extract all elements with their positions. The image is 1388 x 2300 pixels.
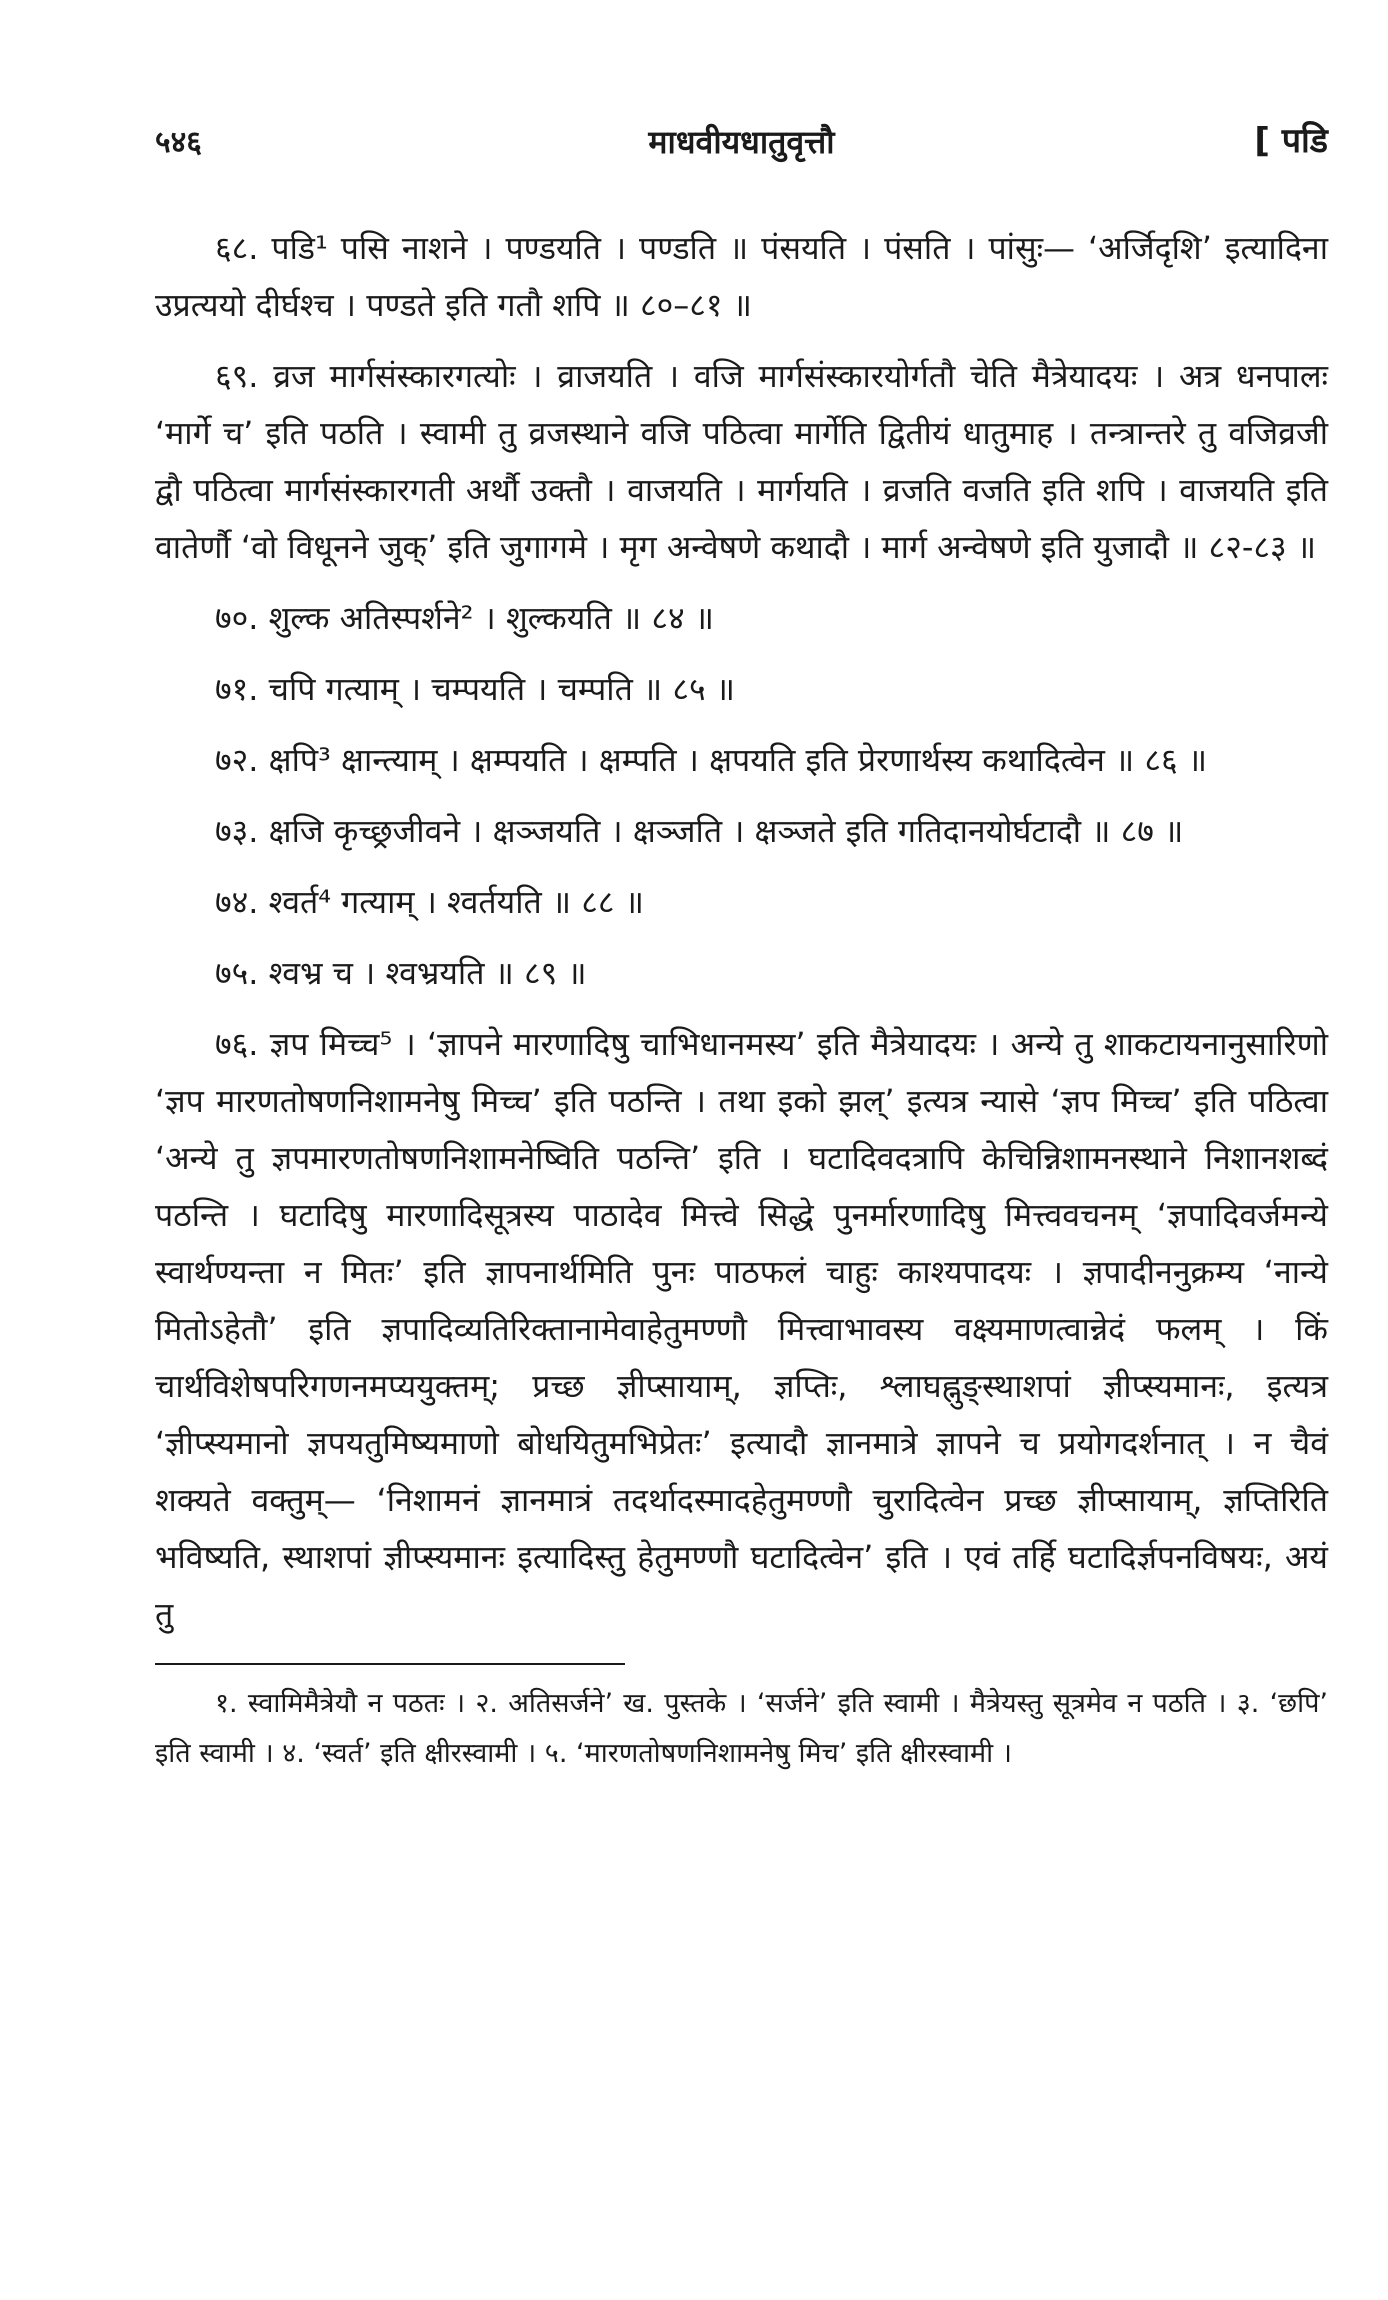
- footnotes: [155, 1679, 1328, 1779]
- running-title: माधवीयधातुवृत्तौ: [648, 123, 835, 161]
- paragraph-70: ७०. शुल्क अतिस्पर्शने² । शुल्कयति ॥ ८४ ॥: [215, 599, 714, 637]
- paragraph-72: ७२. क्षपि³ क्षान्त्याम् । क्षम्पयति । क्षम्पति । क्षपयति इति प्रेरणार्थस्य कथादित्वेन ॥ ८६ ॥: [215, 741, 1207, 779]
- paragraph-71: ७१. चपि गत्याम् । चम्पयति । चम्पति ॥ ८५ ॥: [215, 670, 735, 708]
- footnote-text: १. स्वामिमैत्रेयौ न पठतः । २. अतिसर्जने’ ख. पुस्तके । ‘सर्जने’ इति स्वामी । मैत्रेयस्तु सूत्रमेव न पठति । ३. ‘छपि’ इति स्वामी । ४. ‘स्वर्त’ इति क्षीरस्वामी । ५. ‘मारणतोषणनिशामनेषु मिच’ इति क्षीरस्वामी ।: [155, 1688, 1328, 1769]
- paragraph-74: ७४. श्वर्त⁴ गत्याम् । श्वर्तयति ॥ ८८ ॥: [215, 883, 644, 921]
- paragraph-73: ७३. क्षजि कृच्छ्रजीवने । क्षञ्जयति । क्षञ्जति । क्षञ्जते इति गतिदानयोर्घटादौ ॥ ८७ ॥: [215, 812, 1184, 850]
- paragraph-75: ७५. श्वभ्र च । श्वभ्रयति ॥ ८९ ॥: [215, 954, 587, 992]
- page-number: ५४६: [155, 125, 202, 160]
- page-header: [155, 120, 1328, 180]
- section-mark: [ पडि: [1254, 121, 1328, 161]
- body-text: [155, 220, 1328, 1643]
- footnote-divider: [155, 1663, 625, 1665]
- paragraph-76: ७६. ज्ञप मिच्च⁵ । ‘ज्ञापने मारणादिषु चाभिधानमस्य’ इति मैत्रेयादयः । अन्ये तु शाकटायनानुसारिणो ‘ज्ञप मारणतोषणनिशामनेषु मिच्च’ इति पठन्ति । तथा इको झल्’ इत्यत्र न्यासे ‘ज्ञप मिच्च’ इति पठित्वा ‘अन्ये तु ज्ञपमारणतोषणनिशामनेष्विति पठन्ति’ इति । घटादिवदत्रापि केचिन्निशामनस्थाने निशानशब्दं पठन्ति । घटादिषु मारणादिसूत्रस्य पाठादेव मित्त्वे सिद्धे पुनर्मारणादिषु मित्त्ववचनम् ‘ज्ञपादिवर्जमन्ये स्वार्थण्यन्ता न मितः’ इति ज्ञापनार्थमिति पुनः पाठफलं चाहुः काश्यपादयः । ज्ञपादीननुक्रम्य ‘नान्ये मितोऽहेतौ’ इति ज्ञपादिव्यतिरिक्तानामेवाहेतुमण्णौ मित्त्वाभावस्य वक्ष्यमाणत्वान्नेदं फलम् । किं चार्थविशेषपरिगणनमप्ययुक्तम्; प्रच्छ ज्ञीप्सायाम्, ज्ञप्तिः, श्लाघह्नुङ्स्थाशपां ज्ञीप्स्यमानः, इत्यत्र ‘ज्ञीप्स्यमानो ज्ञपयतुमिष्यमाणो बोधयितुमभिप्रेतः’ इत्यादौ ज्ञानमात्रे ज्ञापने च प्रयोगदर्शनात् । न चैवं शक्यते वक्तुम्— ‘निशामनं ज्ञानमात्रं तदर्थादस्मादहेतुमण्णौ चुरादित्वेन प्रच्छ ज्ञीप्सायाम्, ज्ञप्तिरिति भविष्यति, स्थाशपां ज्ञीप्स्यमानः इत्यादिस्तु हेतुमण्णौ घटादित्वेन’ इति । एवं तर्हि घटादिर्ज्ञपनविषयः, अयं तु: [155, 1025, 1328, 1633]
- paragraph-69: ६९. व्रज मार्गसंस्कारगत्योः । व्राजयति । वजि मार्गसंस्कारयोर्गतौ चेति मैत्रेयादयः । अत्र धनपालः ‘मार्गे च’ इति पठति । स्वामी तु व्रजस्थाने वजि पठित्वा मार्गेति द्वितीयं धातुमाह । तन्त्रान्तरे तु वजिव्रजी द्वौ पठित्वा मार्गसंस्कारगती अर्थौ उक्तौ । वाजयति । मार्गयति । व्रजति वजति इति शपि । वाजयति इति वातेर्णौ ‘वो विधूनने जुक्’ इति जुगागमे । मृग अन्वेषणे कथादौ । मार्ग अन्वेषणे इति युजादौ ॥ ८२-८३ ॥: [155, 357, 1328, 566]
- paragraph-68: ६८. पडि¹ पसि नाशने । पण्डयति । पण्डति ॥ पंसयति । पंसति । पांसुः— ‘अर्जिदृशि’ इत्यादिना उप्रत्ययो दीर्घश्च । पण्डते इति गतौ शपि ॥ ८०–८१ ॥: [155, 229, 1328, 324]
